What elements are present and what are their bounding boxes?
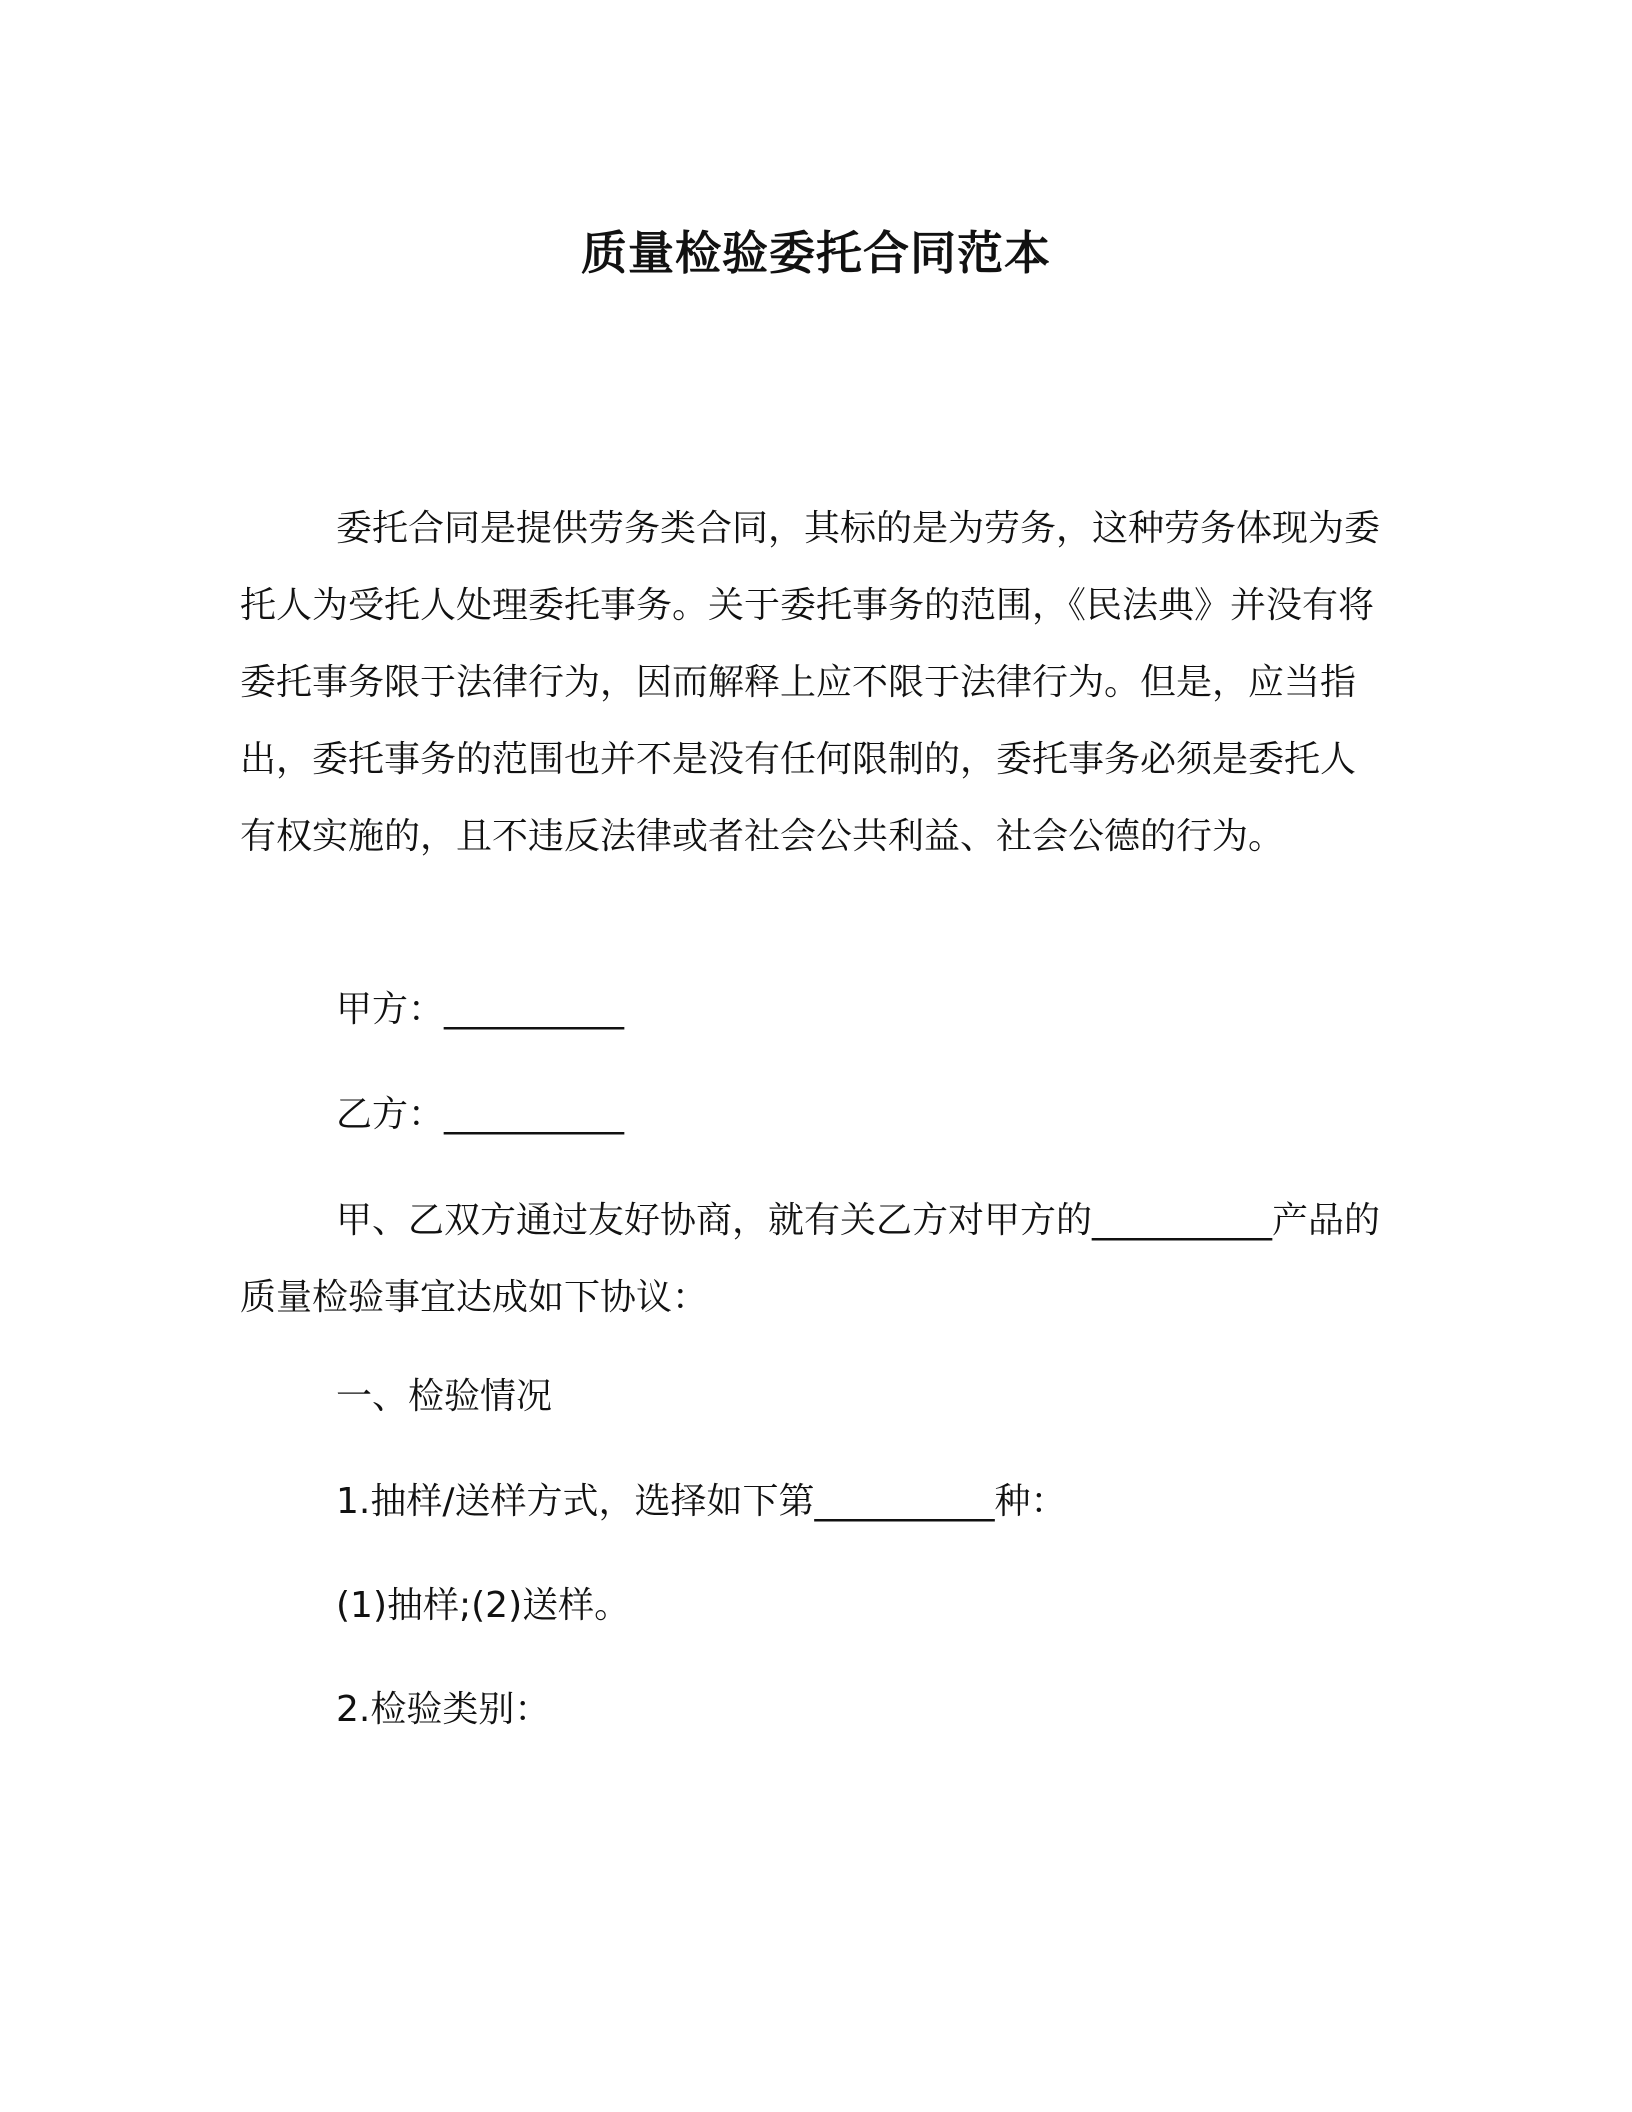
intro-block [240,490,1390,875]
party-b-line: 乙方：__________ [336,1094,625,1135]
sampling-options: (1)抽样;(2)送样。 [336,1585,631,1626]
sampling-method-item: 1.抽样/送样方式，选择如下第__________种： [336,1481,1067,1522]
agreement-paragraph: 甲、乙双方通过友好协商，就有关乙方对甲方的__________产品的质量检验事宜达成如下协议： [240,1200,1381,1318]
agreement-block [240,1182,1390,1336]
section-heading-inspection: 一、检验情况 [336,1376,553,1417]
inspection-category-item: 2.检验类别： [336,1689,551,1730]
document-title: 质量检验委托合同范本 [581,226,1051,280]
party-a-line: 甲方：__________ [336,989,625,1030]
intro-paragraph: 委托合同是提供劳务类合同，其标的是为劳务，这种劳务体现为委托人为受托人处理委托事务。关于委托事务的范围，《民法典》并没有将委托事务限于法律行为，因而解释上应不限于法律行为。但是，应当指出，委托事务的范围也并不是没有任何限制的，委托事务必须是委托人有权实施的，且不违反法律或者社会公共利益、社会公德的行为。 [240,508,1381,857]
